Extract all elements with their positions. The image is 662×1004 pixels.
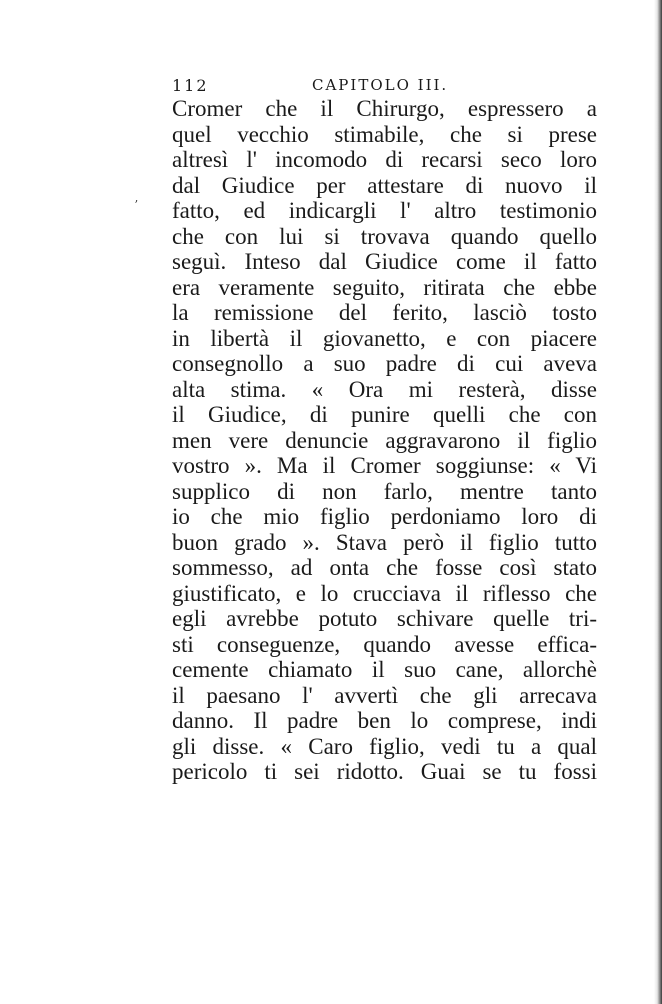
- page-edge-shadow: [654, 0, 662, 1004]
- text-line: danno. Il padre ben lo comprese, indi: [172, 708, 597, 733]
- text-line: men vere denuncie aggravarono il figlio: [172, 427, 597, 453]
- text-line: il Giudice, di punire quelli che con: [172, 402, 597, 427]
- ink-speck: ʼ: [134, 198, 138, 212]
- page-header: [172, 76, 602, 98]
- text-line: dal Giudice per attestare di nuovo il: [172, 172, 597, 198]
- text-line: seguì. Inteso dal Giudice come il fatto: [172, 249, 597, 274]
- text-line: consegnollo a suo padre di cui aveva: [172, 351, 597, 376]
- text-line: egli avrebbe potuto schivare quelle tri-: [172, 606, 597, 631]
- body-text: [172, 96, 597, 785]
- text-line: supplico di non farlo, mentre tanto: [172, 478, 597, 504]
- text-line: in libertà il giovanetto, e con piacere: [172, 325, 597, 351]
- text-line: il paesano l' avvertì che gli arrecava: [172, 682, 597, 708]
- text-line: era veramente seguito, ritirata che ebbe: [172, 274, 597, 300]
- running-head: CAPITOLO III.: [312, 76, 449, 94]
- text-line: sommesso, ad onta che fosse così stato: [172, 555, 597, 580]
- text-line: che con lui si trovava quando quello: [172, 223, 597, 249]
- text-line: vostro ». Ma il Cromer soggiunse: « Vi: [172, 453, 597, 478]
- text-line: altresì l' incomodo di recarsi seco loro: [172, 147, 597, 172]
- text-line: la remissione del ferito, lasciò tosto: [172, 300, 597, 325]
- text-line: sti conseguenze, quando avesse effica-: [172, 631, 597, 657]
- text-line: Cromer che il Chirurgo, espressero a: [172, 96, 597, 121]
- text-line: pericolo ti sei ridotto. Guai se tu fossi: [172, 759, 597, 784]
- text-line: cemente chiamato il suo cane, allorchè: [172, 657, 597, 682]
- text-line: alta stima. « Ora mi resterà, disse: [172, 376, 597, 402]
- text-line: io che mio figlio perdoniamo loro di: [172, 504, 597, 529]
- text-line: fatto, ed indicargli l' altro testimonio: [172, 198, 597, 223]
- text-line: giustificato, e lo crucciava il riflesso che: [172, 580, 597, 606]
- page-number: 112: [172, 76, 209, 95]
- text-line: buon grado ». Stava però il figlio tutto: [172, 529, 597, 555]
- text-line: gli disse. « Caro figlio, vedi tu a qual: [172, 733, 597, 759]
- text-line: quel vecchio stimabile, che si prese: [172, 121, 597, 147]
